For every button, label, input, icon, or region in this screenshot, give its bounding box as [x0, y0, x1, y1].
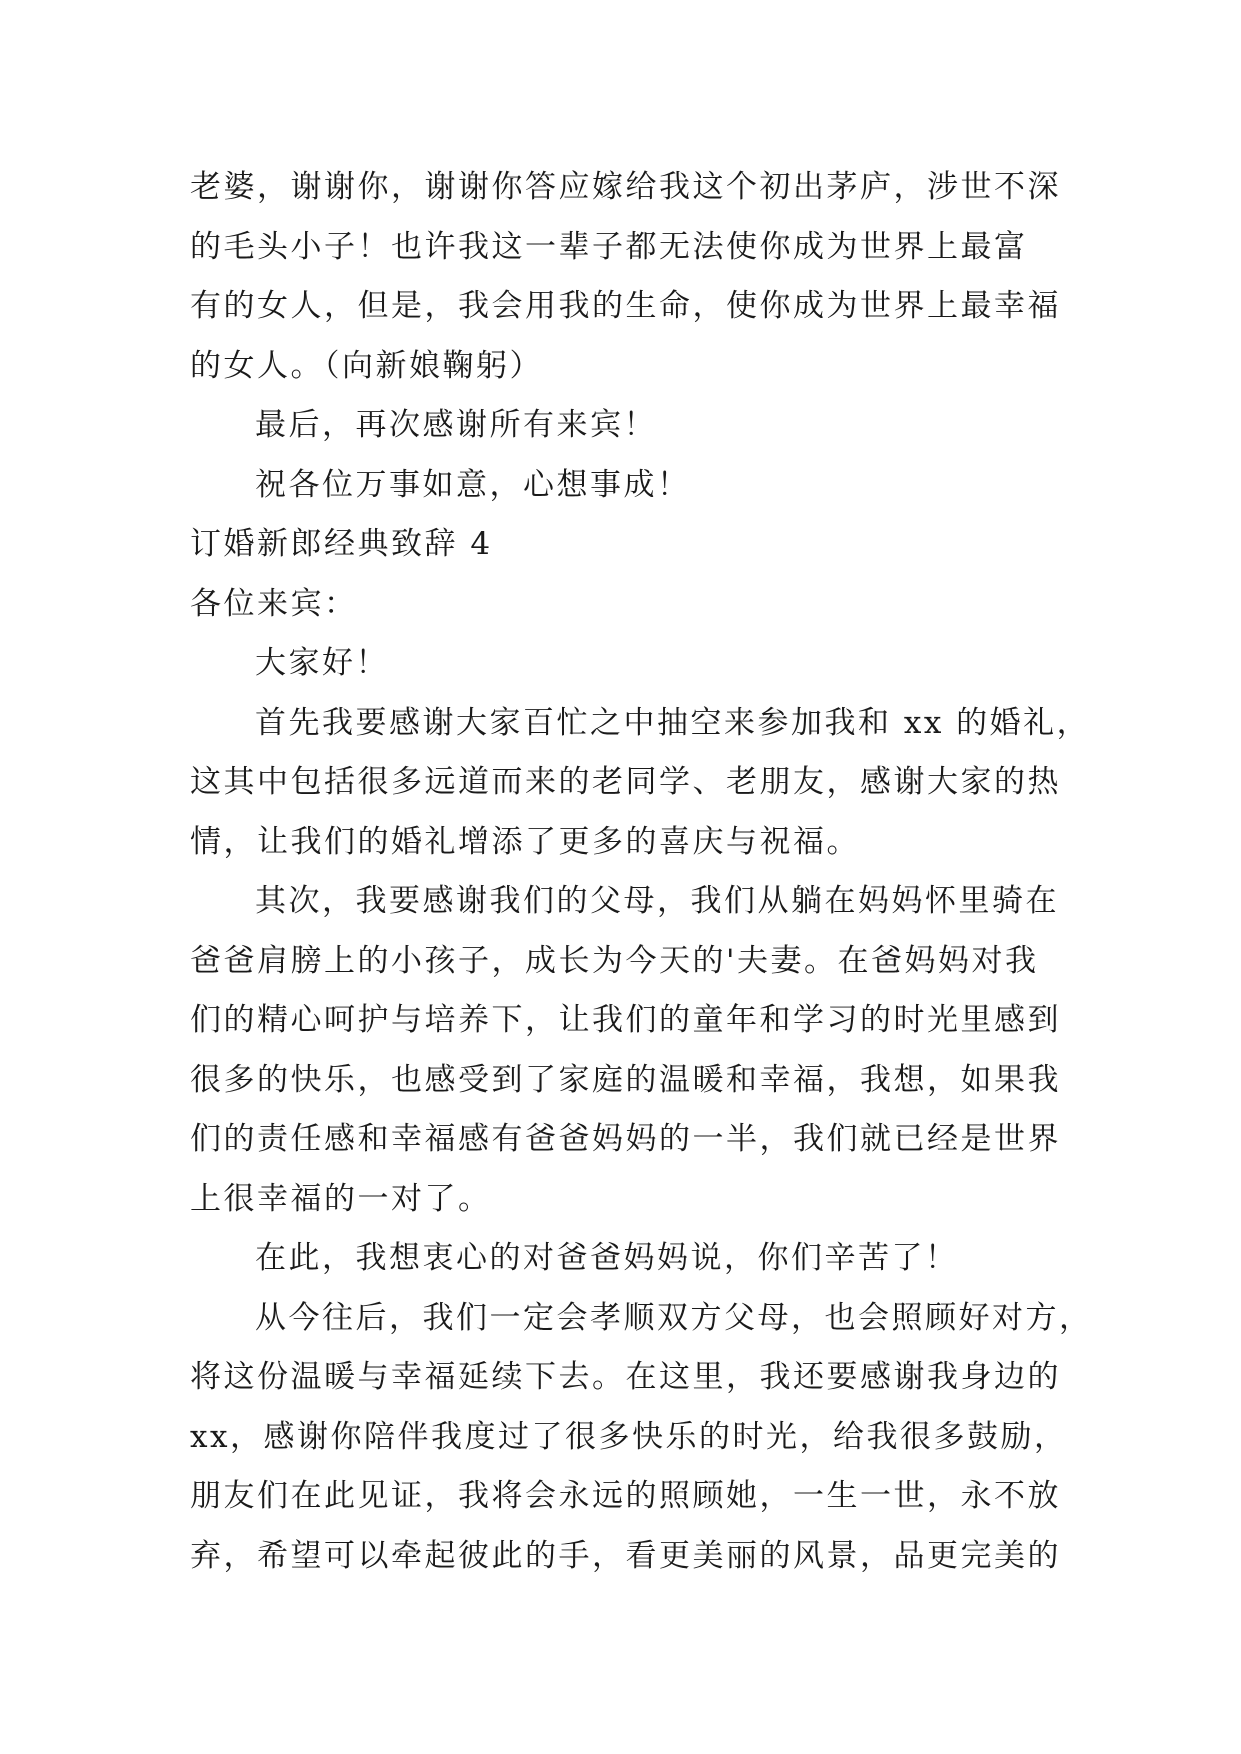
text-line: 首先我要感谢大家百忙之中抽空来参加我和 xx 的婚礼， [255, 704, 1091, 741]
text-line: xx，感谢你陪伴我度过了很多快乐的时光，给我很多鼓励， [190, 1418, 1068, 1455]
section-heading: 订婚新郎经典致辞 4 [190, 526, 493, 562]
text-line: 的女人。（向新娘鞠躬） [190, 347, 543, 384]
text-line: 将这份温暖与幸福延续下去。在这里，我还要感谢我身边的 [190, 1359, 1061, 1395]
text-line: 祝各位万事如意，心想事成！ [255, 466, 691, 503]
text-line: 有的女人，但是，我会用我的生命，使你成为世界上最幸福 [190, 288, 1061, 324]
text-line: 情，让我们的婚礼增添了更多的喜庆与祝福。 [190, 823, 860, 860]
text-line: 各位来宾： [190, 585, 358, 622]
text-line: 爸爸肩膀上的小孩子，成长为今天的'夫妻。在爸妈妈对我 [190, 942, 1039, 979]
text-line: 朋友们在此见证，我将会永远的照顾她，一生一世，永不放 [190, 1478, 1061, 1514]
text-line: 这其中包括很多远道而来的老同学、老朋友，感谢大家的热 [190, 764, 1061, 800]
text-line: 很多的快乐，也感受到了家庭的温暖和幸福，我想，如果我 [190, 1061, 1061, 1098]
text-line: 们的责任感和幸福感有爸爸妈妈的一半，我们就已经是世界 [190, 1121, 1061, 1157]
text-line: 最后，再次感谢所有来宾！ [255, 407, 657, 443]
text-line: 的毛头小子！也许我这一辈子都无法使你成为世界上最富 [190, 228, 1028, 265]
document-body [190, 158, 1093, 1586]
text-line: 在此，我想衷心的对爸爸妈妈说，你们辛苦了！ [255, 1240, 959, 1276]
text-line: 老婆，谢谢你，谢谢你答应嫁给我这个初出茅庐，涉世不深 [190, 169, 1061, 205]
text-line: 其次，我要感谢我们的父母，我们从躺在妈妈怀里骑在 [255, 883, 1059, 919]
text-line: 大家好！ [255, 645, 389, 681]
text-line: 从今往后，我们一定会孝顺双方父母，也会照顾好对方， [255, 1299, 1093, 1336]
text-line: 们的精心呵护与培养下，让我们的童年和学习的时光里感到 [190, 1002, 1061, 1038]
text-line: 弃，希望可以牵起彼此的手，看更美丽的风景，品更完美的 [190, 1537, 1061, 1574]
text-line: 上很幸福的一对了。 [190, 1180, 492, 1217]
